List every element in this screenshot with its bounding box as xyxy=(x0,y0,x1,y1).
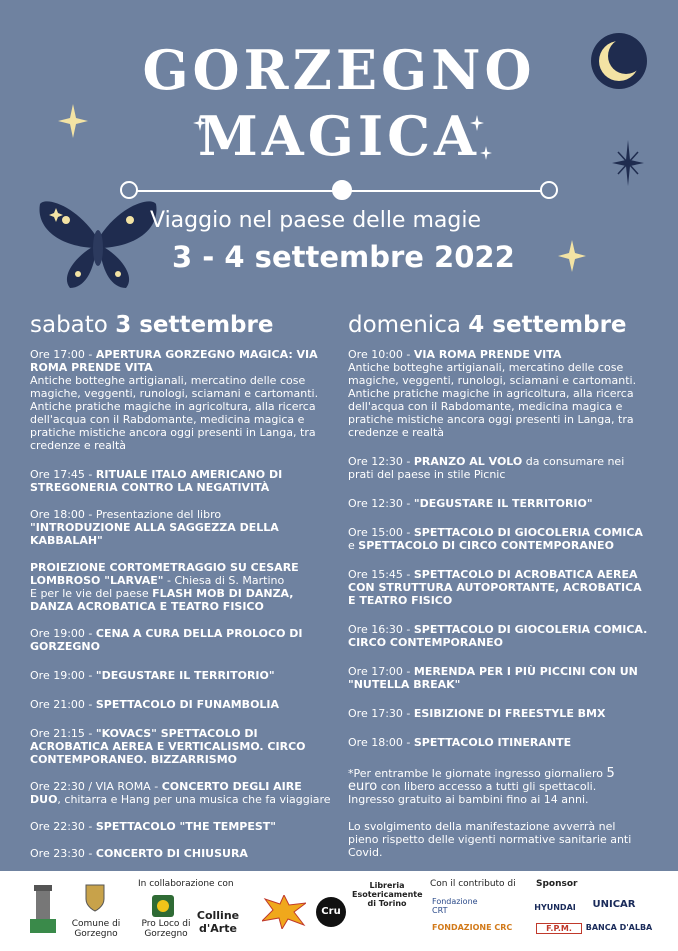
event-time: Ore 17:45 - xyxy=(30,468,93,481)
event-time: Ore 15:45 - xyxy=(348,568,411,581)
event-item xyxy=(348,497,648,510)
event-time: Ore 18:00 - Presentazione del libro xyxy=(30,508,222,521)
event-description: , chitarra e Hang per una musica che fa viaggiare xyxy=(57,793,331,806)
contrib-label: Con il contributo di xyxy=(430,879,516,889)
collab-label: In collaborazione con xyxy=(138,879,234,889)
title-line-1: GORZEGNO xyxy=(142,38,536,102)
event-item xyxy=(30,820,335,833)
event-time: Ore 17:00 - xyxy=(30,348,93,361)
event-time: Ore 21:15 - xyxy=(30,727,93,740)
event-title: PRANZO AL VOLO xyxy=(413,455,523,468)
subtitle: Viaggio nel paese delle magie xyxy=(150,208,481,233)
banca-alba-logo: BANCA D'ALBA xyxy=(585,923,653,932)
event-description: Antiche botteghe artigianali, mercatino delle cose magiche, veggenti, runologi, sciamani e cartomanti. Antiche pratiche magiche in agricoltura, alla ricerca dell'acqua con il Rabdomante, medicina magica e pratiche mistiche ancora oggi presenti in Langa, tra credenze e realtà xyxy=(348,361,637,439)
event-extra-title: FLASH MOB DI DANZA, DANZA ACROBATICA E TEATRO FISICO xyxy=(30,587,294,613)
burst-logo-icon xyxy=(262,895,306,929)
event-title: SPETTACOLO DI FUNAMBOLIA xyxy=(95,698,280,711)
event-title: MERENDA PER I PIÙ PICCINI CON UN "NUTELLA BREAK" xyxy=(348,665,638,691)
covid-note: Lo svolgimento della manifestazione avverrà nel pieno rispetto delle vigenti normative sanitarie anti Covid. xyxy=(348,820,632,859)
ticket-note-text: *Per entrambe le giornate ingresso giornaliero xyxy=(348,767,603,780)
colline-logo: Colline d'Arte xyxy=(196,909,240,935)
event-title: SPETTACOLO DI ACROBATICA AEREA CON STRUTTURA AUTOPORTANTE, ACROBATICA E TEATRO FISICO xyxy=(348,568,642,607)
event-item xyxy=(348,348,648,439)
event-item xyxy=(30,727,335,766)
proloco-logo-icon xyxy=(152,895,174,917)
ticket-note-text: con libero accesso a tutti gli spettacoli. xyxy=(380,780,597,793)
event-time: Ore 15:00 - xyxy=(348,526,411,539)
event-title: "KOVACS" SPETTACOLO DI ACROBATICA AEREA E VERTICALISMO. CIRCO CONTEMPORANEO. BIZZARRISMO xyxy=(30,727,306,766)
divider-dot xyxy=(540,181,558,199)
day-word: domenica xyxy=(348,312,461,338)
unicar-logo: UNICAR xyxy=(592,899,636,910)
event-title: SPETTACOLO DI GIOCOLERIA COMICA. CIRCO CONTEMPORANEO xyxy=(348,623,648,649)
fpm-logo: F.P.M. xyxy=(536,923,582,934)
divider-dot xyxy=(120,181,138,199)
day-word: sabato xyxy=(30,312,108,338)
event-title: CONCERTO DI CHIUSURA xyxy=(95,847,248,860)
event-item xyxy=(30,348,335,452)
proloco-logo: Pro Loco di Gorzegno xyxy=(141,919,191,939)
event-time: Ore 22:30 / VIA ROMA - xyxy=(30,780,159,793)
sponsor-label: Sponsor xyxy=(536,879,578,889)
hyundai-logo: HYUNDAI xyxy=(534,903,576,912)
event-time: Ore 17:00 - xyxy=(348,665,411,678)
event-item xyxy=(30,847,335,860)
event-description: e xyxy=(348,539,355,552)
event-time: Ore 18:00 - xyxy=(348,736,411,749)
event-item xyxy=(348,707,648,720)
event-time: Ore 22:30 - xyxy=(30,820,93,833)
event-time: Ore 21:00 - xyxy=(30,698,93,711)
star-icon xyxy=(558,240,586,272)
day-date: 4 settembre xyxy=(468,312,627,338)
event-title: CENA A CURA DELLA PROLOCO DI GORZEGNO xyxy=(30,627,303,653)
event-item xyxy=(30,468,335,494)
event-item xyxy=(348,623,648,649)
event-title: APERTURA GORZEGNO MAGICA: VIA ROMA PRENDE VITA xyxy=(30,348,318,374)
event-time: Ore 23:30 - xyxy=(30,847,93,860)
saturday-schedule xyxy=(30,348,335,870)
castle-logo-icon xyxy=(30,883,56,935)
event-time: Ore 19:00 - xyxy=(30,669,93,682)
event-time: Ore 10:00 - xyxy=(348,348,411,361)
event-time: Ore 16:30 - xyxy=(348,623,411,636)
event-title: ESIBIZIONE DI FREESTYLE BMX xyxy=(413,707,606,720)
moth-icon xyxy=(36,196,160,292)
event-item xyxy=(30,508,335,547)
event-dates: 3 - 4 settembre 2022 xyxy=(172,240,515,274)
coat-of-arms-icon xyxy=(84,883,106,913)
sunday-heading xyxy=(348,312,627,338)
event-time: Ore 17:30 - xyxy=(348,707,411,720)
ticket-note-text: Ingresso gratuito ai bambini fino ai 14 anni. xyxy=(348,793,589,806)
event-description: - Chiesa di S. Martino xyxy=(166,574,285,587)
event-title: CONCERTO DEGLI AIRE DUO xyxy=(30,780,302,806)
event-title: PROIEZIONE CORTOMETRAGGIO SU CESARE LOMBROSO "LARVAE" xyxy=(30,561,299,587)
ticket-price: 5 euro xyxy=(348,766,615,794)
event-title: "DEGUSTARE IL TERRITORIO" xyxy=(95,669,275,682)
fondazione-crt-logo: Fondazione CRT xyxy=(432,897,478,915)
saturday-heading xyxy=(30,312,273,338)
event-item xyxy=(30,561,335,613)
sponsor-footer xyxy=(0,871,678,951)
event-extra-prefix: E per le vie del paese xyxy=(30,587,149,600)
event-item xyxy=(30,698,335,711)
sunday-schedule xyxy=(348,348,648,859)
event-time: Ore 19:00 - xyxy=(30,627,93,640)
event-item xyxy=(30,780,335,806)
event-item xyxy=(348,455,648,481)
event-item xyxy=(30,669,335,682)
event-title: VIA ROMA PRENDE VITA xyxy=(413,348,562,361)
title-line-2: MAGICA xyxy=(198,104,480,168)
event-item xyxy=(348,665,648,691)
event-description: da consumare nei prati del paese in stile Picnic xyxy=(348,455,625,481)
day-date: 3 settembre xyxy=(115,312,274,338)
event-item xyxy=(348,526,648,552)
libreria-logo: Libreria Esotericamente di Torino xyxy=(352,881,423,908)
event-time: Ore 12:30 - xyxy=(348,455,411,468)
divider-dot xyxy=(332,180,352,200)
event-title: "INTRODUZIONE ALLA SAGGEZZA DELLA KABBALAH" xyxy=(30,521,279,547)
event-extra-title: SPETTACOLO DI CIRCO CONTEMPORANEO xyxy=(358,539,614,552)
comune-logo: Comune di Gorzegno xyxy=(71,919,121,939)
event-title: RITUALE ITALO AMERICANO DI STREGONERIA CONTRO LA NEGATIVITÀ xyxy=(30,468,283,494)
fondazione-crc-logo: FONDAZIONE CRC xyxy=(432,923,513,932)
event-title: SPETTACOLO "THE TEMPEST" xyxy=(95,820,276,833)
ticket-note xyxy=(348,767,648,806)
event-time: Ore 12:30 - xyxy=(348,497,411,510)
event-description: Antiche botteghe artigianali, mercatino delle cose magiche, veggenti, runologi, sciamani e cartomanti. Antiche pratiche magiche in agricoltura, alla ricerca dell'acqua con il Rabdomante, medicina magica e pratiche mistiche ancora oggi presenti in Langa, tra credenze e realtà xyxy=(30,374,319,452)
event-title: "DEGUSTARE IL TERRITORIO" xyxy=(413,497,593,510)
event-item xyxy=(348,568,648,607)
event-title: SPETTACOLO ITINERANTE xyxy=(413,736,572,749)
event-item xyxy=(30,627,335,653)
event-item xyxy=(348,736,648,749)
cru-logo: Cru xyxy=(321,906,341,917)
event-title: SPETTACOLO DI GIOCOLERIA COMICA xyxy=(413,526,643,539)
